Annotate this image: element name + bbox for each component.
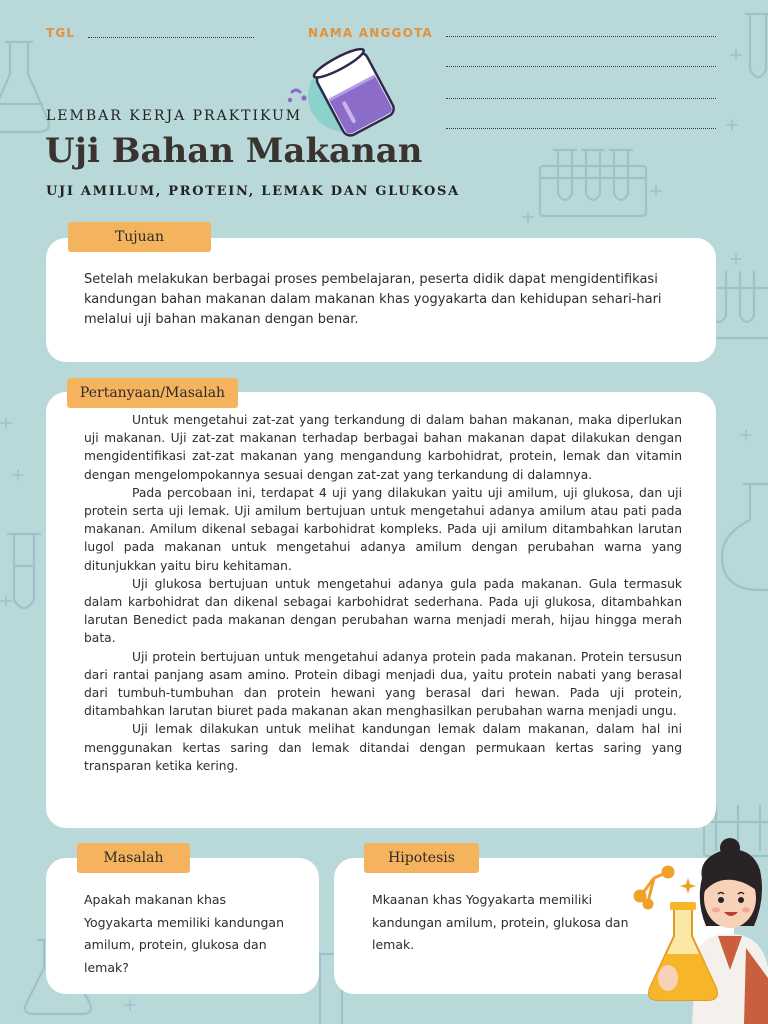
scientist-girl-illustration (626, 838, 768, 1024)
tgl-label: TGL (46, 26, 76, 40)
hipotesis-text: Mkaanan khas Yogyakarta memiliki kandungan amilum, protein, glukosa dan lemak. (372, 892, 629, 952)
paragraph: Uji protein bertujuan untuk mengetahui adanya protein pada makanan. Protein tersusun dari rantai panjang asam amino. Protein dibagi menjadi dua, yaitu protein nabati yang berasal dari tumbuh-tumbuhan dan protein hewani yang berasal dari hewan. Pada uji protein, ditambahkan larutan biuret pada makanan akan menghasilkan perubahan warna menjadi ungu. (84, 649, 682, 719)
flask-icon (0, 42, 49, 132)
pertanyaan-tag: Pertanyaan/Masalah (67, 378, 238, 408)
molecule-icon (635, 867, 673, 908)
pertanyaan-text (84, 411, 682, 775)
hipotesis-tag: Hipotesis (364, 843, 479, 873)
test-tube-icon (8, 534, 40, 608)
paragraph: Uji lemak dilakukan untuk melihat kandungan lemak dalam makanan, dalam hal ini menggunakan kertas saring dan lemak ditandai dengan permukaan kertas saring yang transparan ketika kering. (84, 722, 682, 773)
flask-icon (722, 484, 768, 590)
nama-anggota-label: NAMA ANGGOTA (308, 26, 433, 40)
tujuan-tag: Tujuan (68, 222, 211, 252)
nama-anggota-line-3[interactable] (446, 98, 716, 99)
nama-anggota-line-2[interactable] (446, 66, 716, 67)
worksheet-type-label: LEMBAR KERJA PRAKTIKUM (46, 108, 303, 124)
masalah-tag: Masalah (77, 843, 190, 873)
paragraph: Untuk mengetahui zat-zat yang terkandung di dalam bahan makanan, maka diperlukan uji makanan. Uji zat-zat makanan terhadap berbagai bahan makanan dapat dilakukan dengan mengidentifikasi zat-zat makanan yang mengandung karbohidrat, protein, lemak dan vitamin dengan mengelompokannya sesuai dengan zat-zat yang terkandung di dalamnya. (84, 413, 682, 482)
tgl-field-line[interactable] (88, 37, 254, 38)
page-title: Uji Bahan Makanan (45, 131, 423, 171)
paragraph: Uji glukosa bertujuan untuk mengetahui adanya gula pada makanan. Gula termasuk dalam karbohidrat dan dikenal sebagai karbohidrat sederhana. Pada uji glukosa, ditambahkan larutan Benedict pada makanan dengan perubahan warna menjadi merah, hijau hingga merah bata. (84, 576, 682, 646)
tujuan-text: Setelah melakukan berbagai proses pembelajaran, peserta didik dapat mengidentifikasi kandungan bahan makanan dalam makanan khas yogyakarta dan kehidupan sehari-hari melalui uji bahan makanan dengan benar. (84, 272, 662, 327)
page-subtitle: UJI AMILUM, PROTEIN, LEMAK DAN GLUKOSA (46, 184, 460, 199)
paragraph: Pada percobaan ini, terdapat 4 uji yang dilakukan yaitu uji amilum, uji glukosa, dan uji protein serta uji lemak. Uji amilum bertujuan untuk mengetahui adanya amilum atau pati pada makanan. Amilum dikenal sebagai karbohidrat kompleks. Pada uji amilum ditambahkan larutan lugol pada makanan untuk mengetahui adanya amilum dengan perubahan warna yang ditunjukkan yaitu biru kehitaman. (84, 485, 682, 573)
test-tube-icon (746, 14, 768, 77)
beaker-illustration (284, 44, 404, 140)
nama-anggota-line-1[interactable] (446, 36, 716, 37)
sparkle-icon (680, 878, 696, 894)
masalah-text: Apakah makanan khas Yogyakarta memiliki kandungan amilum, protein, glukosa dan lemak? (84, 892, 285, 975)
test-tube-rack-icon (540, 150, 646, 216)
nama-anggota-line-4[interactable] (446, 128, 716, 129)
